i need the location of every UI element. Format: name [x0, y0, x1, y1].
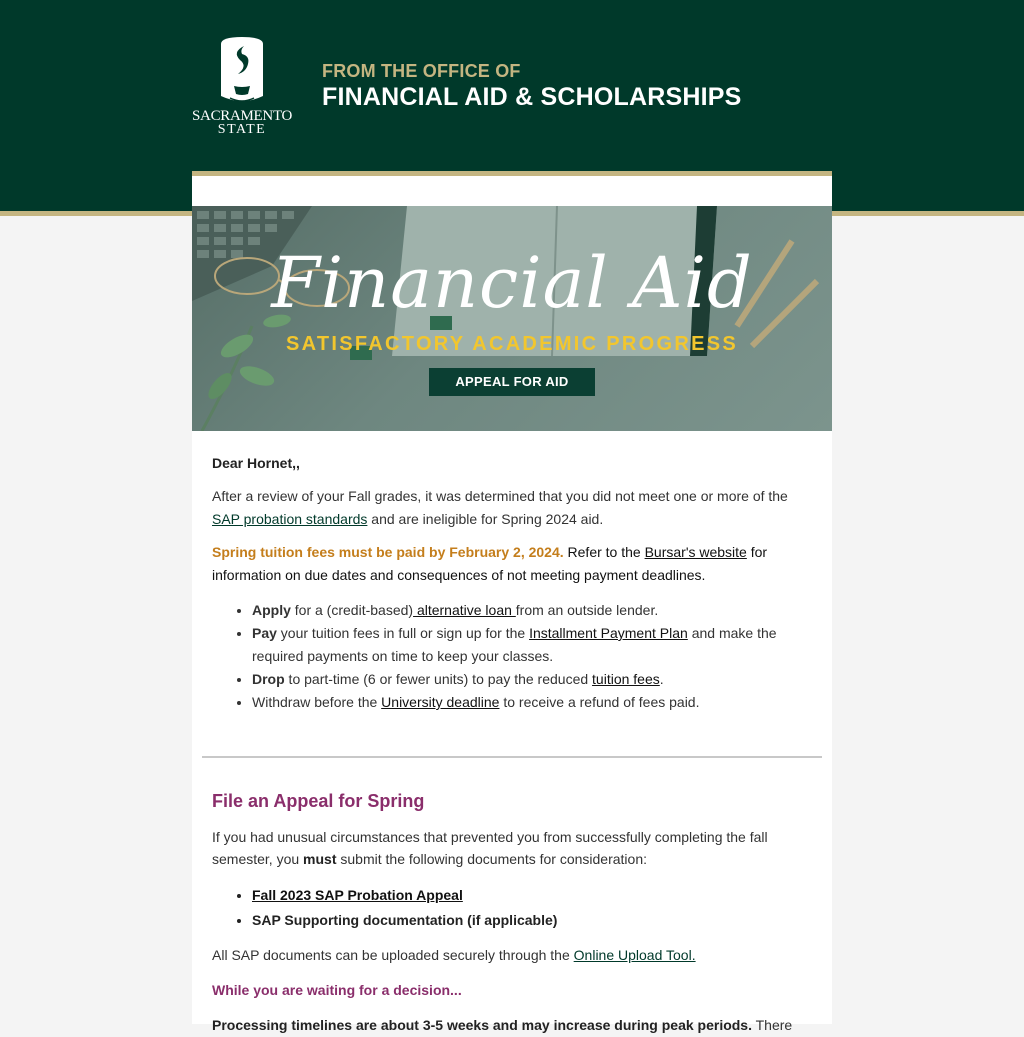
tuition-deadline-paragraph — [212, 541, 812, 587]
option-text-end: to receive a refund of fees paid. — [499, 694, 700, 710]
appeal-text-end: submit the following documents for consideration: — [336, 851, 647, 867]
section-divider — [202, 756, 822, 758]
hero-subtitle: SATISFACTORY ACADEMIC PROGRESS — [285, 333, 738, 355]
option-bold: Pay — [252, 625, 277, 641]
p1-text-end: and are ineligible for Spring 2024 aid. — [367, 511, 604, 527]
option-text: to part-time (6 or fewer units) to pay the reduced — [284, 671, 593, 687]
appeal-text: If you had unusual circumstances that prevented you from successfully completing the fall semester, you — [212, 829, 768, 867]
waiting-heading: While you are waiting for a decision... — [212, 982, 462, 998]
from-office-label: FROM THE OFFICE OF — [322, 61, 521, 81]
greeting: Dear Hornet,, — [212, 455, 300, 471]
appeal-documents-list — [212, 883, 812, 933]
appeal-paragraph — [212, 826, 812, 870]
processing-bold: Processing timelines are about 3-5 weeks and may increase during peak periods. — [212, 1017, 752, 1033]
sacramento-state-logo — [192, 34, 292, 138]
bursar-website-link[interactable]: Bursar's website — [644, 544, 747, 560]
office-name-title: FINANCIAL AID & SCHOLARSHIPS — [322, 83, 742, 111]
email-body — [192, 431, 832, 1033]
appeal-heading: File an Appeal for Spring — [212, 791, 425, 811]
deadline-highlight: Spring tuition fees must be paid by February 2, 2024. — [212, 544, 564, 560]
option-bold: Apply — [252, 602, 291, 618]
sap-probation-appeal-link[interactable]: Fall 2023 SAP Probation Appeal — [252, 887, 463, 903]
document-item: • SAP Supporting documentation (if applicable) — [252, 908, 812, 933]
online-upload-tool-link[interactable]: Online Upload Tool. — [573, 947, 696, 963]
installment-payment-plan-link[interactable]: Installment Payment Plan — [529, 625, 688, 641]
university-deadline-link[interactable]: University deadline — [381, 694, 500, 710]
payment-options-list — [212, 599, 812, 714]
logo-wordmark-line1: SACRAMENTO — [192, 108, 293, 124]
upload-text: All SAP documents can be uploaded securely through the — [212, 947, 574, 963]
tuition-fees-link[interactable]: tuition fees — [592, 671, 660, 687]
option-text: for a (credit-based) — [290, 602, 414, 618]
p2-text-end: for information on due dates and consequences of not meeting payment deadlines. — [212, 544, 768, 583]
appeal-must: must — [303, 851, 337, 867]
white-spacer — [192, 176, 832, 206]
option-bold: Drop — [252, 671, 285, 687]
option-withdraw — [252, 691, 812, 714]
sap-ineligible-paragraph — [212, 485, 812, 531]
option-pay — [252, 622, 812, 668]
email-header — [192, 0, 832, 171]
p1-text: After a review of your Fall grades, it was determined that you did not meet one or more of the — [212, 488, 788, 504]
alternative-loan-link[interactable]: alternative loan — [413, 602, 516, 618]
option-text-end: . — [659, 671, 664, 687]
p2-text: Refer to the — [563, 544, 645, 560]
upload-paragraph — [212, 944, 812, 967]
option-text: Withdraw before the — [252, 694, 382, 710]
appeal-for-aid-button[interactable]: APPEAL FOR AID — [429, 368, 595, 396]
option-text: your tuition fees in full or sign up for the — [276, 625, 530, 641]
processing-text: There — [751, 1017, 793, 1033]
option-apply — [252, 599, 812, 622]
hero-title: Financial Aid — [271, 242, 753, 324]
sap-probation-standards-link[interactable]: SAP probation standards — [212, 511, 368, 527]
logo-wordmark-line2: STATE — [217, 122, 267, 137]
option-text-end: and make the required payments on time to keep your classes. — [252, 625, 777, 664]
email-container — [192, 0, 832, 1033]
option-text-end: from an outside lender. — [515, 602, 659, 618]
hero-banner — [192, 206, 832, 431]
option-drop — [252, 668, 812, 691]
document-item — [252, 883, 812, 908]
processing-paragraph — [212, 1014, 812, 1037]
